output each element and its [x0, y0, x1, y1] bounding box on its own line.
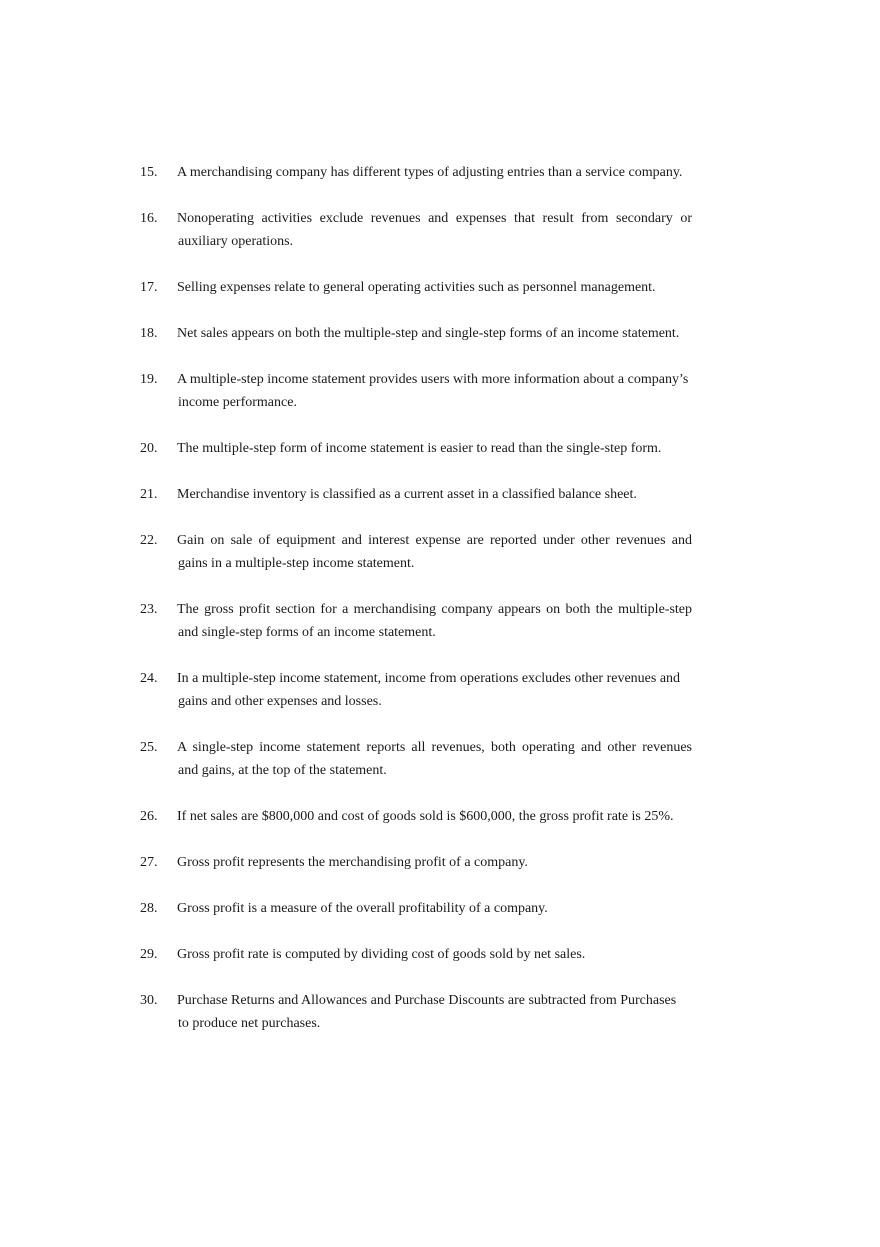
question-number: 19.	[140, 372, 158, 387]
question-text-line: The multiple-step form of income statement is easier to read than the single-step form.	[177, 441, 662, 456]
question-number: 22.	[140, 533, 158, 548]
question-item	[140, 598, 700, 644]
question-number: 28.	[140, 901, 158, 916]
question-item	[140, 437, 700, 460]
question-text-line: Gain on sale of equipment and interest expense are reported under other revenues and	[177, 533, 692, 548]
question-text-line: gains in a multiple-step income statement.	[178, 556, 415, 571]
question-number: 29.	[140, 947, 158, 962]
question-item	[140, 368, 700, 414]
question-number: 25.	[140, 740, 158, 755]
question-text-line: In a multiple-step income statement, income from operations excludes other revenues and	[177, 671, 681, 686]
question-text-line: A merchandising company has different types of adjusting entries than a service company.	[177, 165, 683, 180]
question-text	[177, 667, 700, 713]
question-number: 23.	[140, 602, 158, 617]
question-text-line: Nonoperating activities exclude revenues and expenses that result from secondary or	[177, 211, 692, 226]
question-list	[140, 161, 700, 1058]
question-item	[140, 805, 700, 828]
question-text	[177, 322, 700, 345]
question-item	[140, 529, 700, 575]
question-item	[140, 989, 700, 1035]
question-item	[140, 207, 700, 253]
question-item	[140, 943, 700, 966]
question-text	[177, 207, 700, 253]
question-text	[177, 161, 700, 184]
question-text-line: to produce net purchases.	[178, 1016, 321, 1031]
question-text	[177, 529, 700, 575]
question-item	[140, 483, 700, 506]
question-text-line: Gross profit is a measure of the overall profitability of a company.	[177, 901, 548, 916]
question-text-line: A multiple-step income statement provides users with more information about a company’s	[177, 372, 689, 387]
question-item	[140, 897, 700, 920]
question-item	[140, 322, 700, 345]
question-number: 27.	[140, 855, 158, 870]
question-text-line: Merchandise inventory is classified as a current asset in a classified balance sheet.	[177, 487, 637, 502]
question-item	[140, 667, 700, 713]
question-text-line: Net sales appears on both the multiple-step and single-step forms of an income statement.	[177, 326, 680, 341]
question-text	[177, 598, 700, 644]
question-text-line: The gross profit section for a merchandising company appears on both the multiple-step	[177, 602, 692, 617]
question-item	[140, 736, 700, 782]
question-text	[177, 851, 700, 874]
question-text-line: Gross profit represents the merchandising profit of a company.	[177, 855, 528, 870]
question-text	[177, 989, 700, 1035]
question-number: 26.	[140, 809, 158, 824]
question-item	[140, 276, 700, 299]
question-text-line: auxiliary operations.	[178, 234, 294, 249]
question-number: 16.	[140, 211, 158, 226]
question-text-line: Purchase Returns and Allowances and Purchase Discounts are subtracted from Purchases	[177, 993, 677, 1008]
question-text-line: and single-step forms of an income statement.	[178, 625, 436, 640]
question-text	[177, 897, 700, 920]
question-number: 30.	[140, 993, 158, 1008]
question-number: 21.	[140, 487, 158, 502]
question-text-line: income performance.	[178, 395, 297, 410]
question-text	[177, 736, 700, 782]
question-text-line: Gross profit rate is computed by dividing cost of goods sold by net sales.	[177, 947, 586, 962]
question-text-line: gains and other expenses and losses.	[178, 694, 382, 709]
question-text	[177, 805, 700, 828]
question-number: 17.	[140, 280, 158, 295]
question-text-line: Selling expenses relate to general operating activities such as personnel management.	[177, 280, 656, 295]
question-text	[177, 943, 700, 966]
question-number: 24.	[140, 671, 158, 686]
question-text	[177, 483, 700, 506]
question-text-line: A single-step income statement reports all revenues, both operating and other revenues	[177, 740, 692, 755]
question-text	[177, 437, 700, 460]
question-number: 20.	[140, 441, 158, 456]
question-item	[140, 851, 700, 874]
question-text-line: and gains, at the top of the statement.	[178, 763, 387, 778]
question-item	[140, 161, 700, 184]
question-text	[177, 368, 700, 414]
question-text-line: If net sales are $800,000 and cost of goods sold is $600,000, the gross profit rate is 25%.	[177, 809, 674, 824]
question-number: 18.	[140, 326, 158, 341]
question-number: 15.	[140, 165, 158, 180]
question-text	[177, 276, 700, 299]
